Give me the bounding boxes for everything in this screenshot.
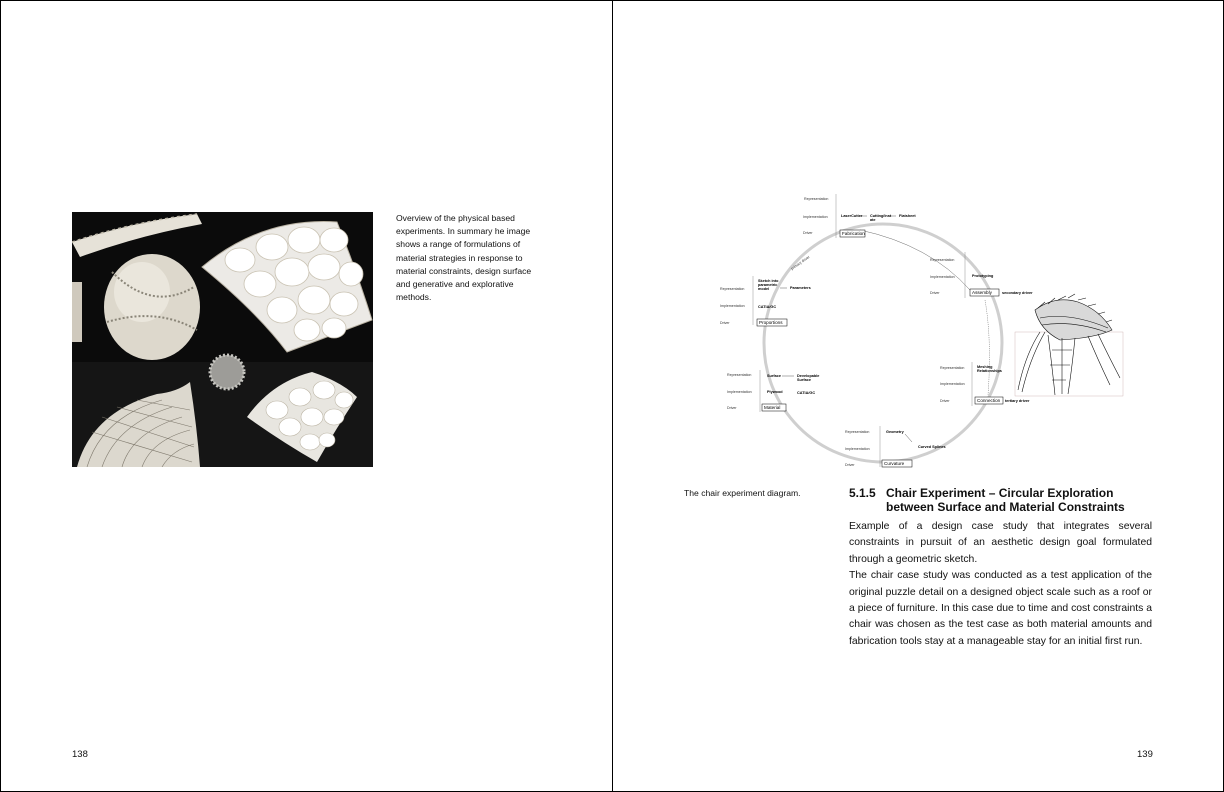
svg-text:Curvature: Curvature [884, 461, 905, 466]
svg-text:Driver: Driver [845, 463, 855, 467]
section-heading [849, 486, 1149, 514]
page-number-right: 139 [1137, 749, 1153, 760]
svg-text:Relationships: Relationships [977, 369, 1002, 373]
svg-text:Implementation: Implementation [727, 390, 752, 394]
svg-text:Representation: Representation [804, 197, 829, 201]
physical-experiments-photo [72, 212, 373, 467]
svg-text:CATIA/GC: CATIA/GC [797, 391, 816, 395]
svg-text:Implementation: Implementation [940, 382, 965, 386]
svg-text:Material: Material [764, 405, 781, 410]
svg-text:Representation: Representation [930, 258, 955, 262]
chair-wireframe-render [1015, 294, 1123, 396]
svg-text:Representation: Representation [720, 287, 745, 291]
paragraph: The chair case study was conducted as a test application of the original puzzle detail on a designed object scale such as a roof or a piece of furniture. In this case due to time and cost constraints a chair was chosen as the test case as both material amounts and fabrication tools stay at a manageable stay for an initial first run. [849, 570, 1152, 647]
svg-text:Surface: Surface [797, 378, 811, 382]
svg-text:Surface: Surface [767, 374, 781, 378]
section-title: Chair Experiment – Circular Exploration between Surface and Material Constraints [886, 486, 1125, 514]
svg-text:Driver: Driver [930, 291, 940, 295]
svg-text:Driver: Driver [940, 399, 950, 403]
section-number: 5.1.5 [849, 486, 876, 500]
svg-text:Geometry: Geometry [886, 430, 904, 434]
svg-text:Implementation: Implementation [720, 304, 745, 308]
svg-text:Developable: Developable [797, 374, 820, 378]
svg-text:Representation: Representation [727, 373, 752, 377]
arc-label: primary driver [790, 254, 811, 271]
svg-text:Curved Splines: Curved Splines [918, 445, 946, 449]
svg-text:Fabrication: Fabrication [842, 231, 865, 236]
chair-experiment-diagram [700, 190, 1130, 470]
node-fabrication [803, 194, 916, 238]
svg-text:Sketch into: Sketch into [758, 279, 779, 283]
svg-text:Parameters: Parameters [790, 286, 811, 290]
svg-text:Implementation: Implementation [845, 447, 870, 451]
svg-text:ate: ate [870, 218, 876, 222]
svg-text:Proportions: Proportions [759, 320, 783, 325]
node-connection [940, 362, 1030, 406]
svg-text:tertiary driver: tertiary driver [1005, 399, 1030, 403]
svg-text:Representation: Representation [845, 430, 870, 434]
svg-text:LaserCutter: LaserCutter [841, 214, 863, 218]
node-material [727, 370, 819, 412]
svg-text:Connection: Connection [977, 398, 1001, 403]
svg-text:Driver: Driver [720, 321, 730, 325]
svg-text:model: model [758, 287, 770, 291]
figure-caption-right: The chair experiment diagram. [684, 488, 801, 498]
svg-text:Driver: Driver [727, 406, 737, 410]
cycle-circle [764, 224, 1002, 462]
svg-text:secondary driver: secondary driver [1002, 291, 1033, 295]
svg-text:parametric: parametric [758, 283, 778, 287]
figure-caption-left: Overview of the physical based experiments. In summary he image shows a range of formulations of material strategies in response to material constraints, design surface and generative and explorative methods. [396, 213, 532, 303]
page-number-left: 138 [72, 749, 88, 760]
book-spine [612, 0, 613, 792]
body-text [849, 519, 1152, 650]
svg-text:Meshing: Meshing [977, 365, 993, 369]
svg-text:Representation: Representation [940, 366, 965, 370]
svg-text:Cutting/Inst: Cutting/Inst [870, 214, 892, 218]
node-assembly [930, 252, 1033, 298]
svg-text:CATIA/GC: CATIA/GC [758, 305, 777, 309]
svg-text:Assembly: Assembly [972, 290, 992, 295]
svg-text:Plywood: Plywood [767, 390, 783, 394]
svg-text:Implementation: Implementation [803, 215, 828, 219]
svg-text:Prototyping: Prototyping [972, 274, 994, 278]
svg-text:Flatsheet: Flatsheet [899, 214, 916, 218]
paragraph: Example of a design case study that integrates several constraints in pursuit of an aesthetic design goal formulated through a geometric sketch. [849, 521, 1152, 565]
svg-text:Implementation: Implementation [930, 275, 955, 279]
svg-text:Driver: Driver [803, 231, 813, 235]
